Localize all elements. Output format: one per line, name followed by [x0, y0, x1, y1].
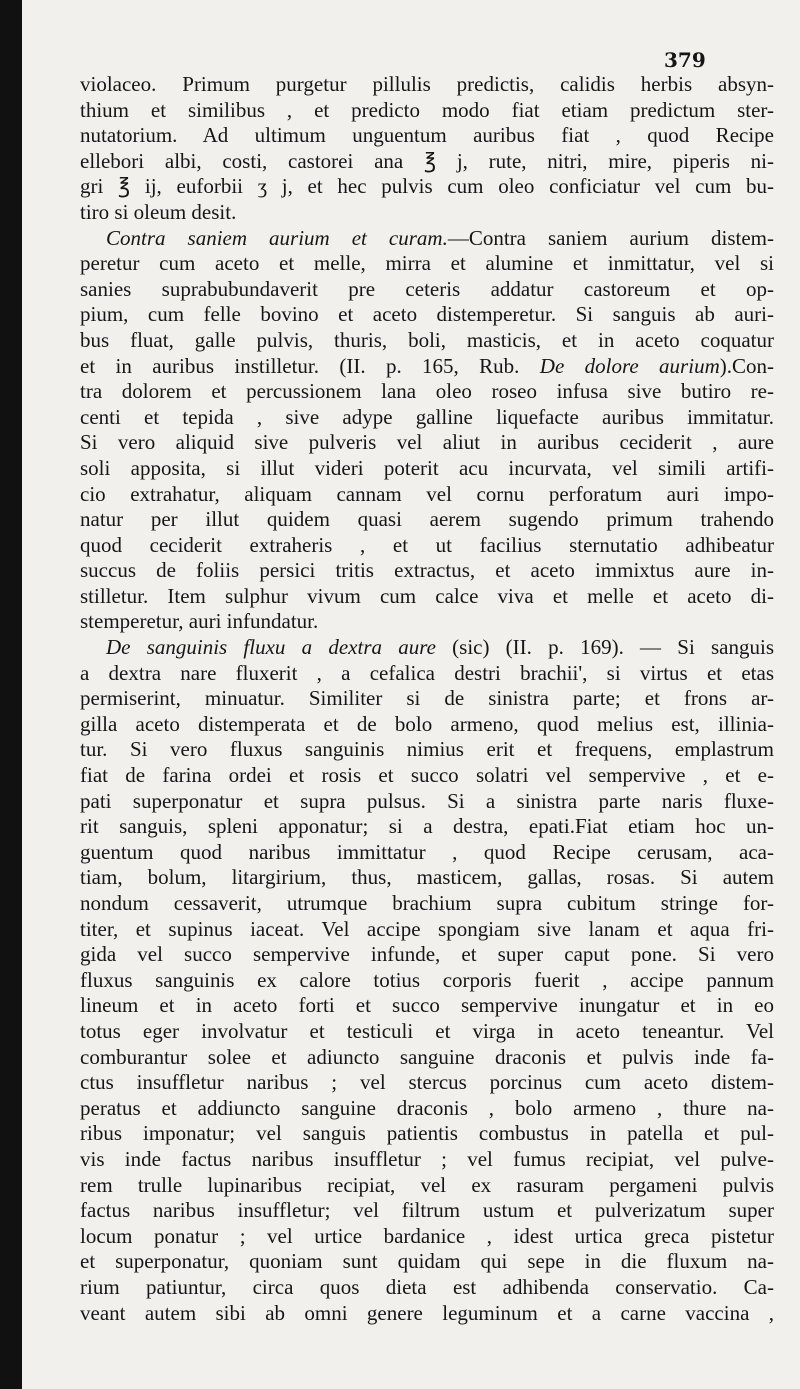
text-line: rem trulle lupinaribus recipiat, vel ex rasuram pergameni pulvis	[80, 1172, 774, 1197]
text-line: cio extrahatur, aliquam cannam vel cornu perforatum auri impo-	[80, 481, 774, 506]
text-line: tiro si oleum desit.	[80, 199, 237, 224]
text-line	[80, 354, 774, 380]
text-line: Si vero aliquid sive pulveris vel aliut in auribus ceciderit , aure	[80, 430, 774, 455]
text-line: fluxus sanguinis ex calore totius corporis fuerit , accipe pannum	[80, 967, 774, 992]
text-line: bus fluat, galle pulvis, thuris, boli, masticis, et in aceto coquatur	[80, 327, 774, 352]
text-line: violaceo. Primum purgetur pillulis predictis, calidis herbis absyn-	[80, 72, 774, 96]
text-line	[80, 635, 774, 661]
text-line: lineum et in aceto forti et succo sempervive inungatur et in eo	[80, 993, 774, 1018]
text-line: pium, cum felle bovino et aceto distemperetur. Si sanguis ab auri-	[80, 302, 774, 327]
text-line: tra dolorem et percussionem lana oleo roseo infusa sive butiro re-	[80, 379, 774, 404]
line-text: ).Con-	[719, 353, 774, 378]
text-line: peratus et addiuncto sanguine draconis , bolo armeno , thure na-	[80, 1095, 774, 1120]
text-line	[80, 226, 774, 252]
text-line: quod ceciderit extraheris , et ut facilius sternutatio adhibeatur	[80, 532, 774, 557]
text-line: vis inde factus naribus insuffletur ; vel fumus recipiat, vel pulve-	[80, 1146, 774, 1171]
text-line: tiam, bolum, litargirium, thus, masticem, gallas, rosas. Si autem	[80, 865, 774, 890]
text-line: ribus imponatur; vel sanguis patientis combustus in patella et pul-	[80, 1121, 774, 1146]
text-line: stemperetur, auri infundatur.	[80, 609, 319, 634]
italic-heading: De sanguinis fluxu a dextra aure	[106, 635, 436, 660]
page-number: 379	[664, 48, 706, 72]
text-line: comburantur solee et adiuncto sanguine draconis et pulvis inde fa-	[80, 1044, 774, 1069]
text-line: locum ponatur ; vel urtice bardanice , idest urtica greca pistetur	[80, 1223, 774, 1248]
text-line: peretur cum aceto et melle, mirra et alumine et inmittatur, vel si	[80, 251, 774, 276]
text-line: natur per illut quidem quasi aerem sugendo primum trahendo	[80, 507, 774, 532]
text-line: nutatorium. Ad ultimum unguentum auribus fiat , quod Recipe	[80, 123, 774, 148]
text-line: rit sanguis, spleni apponatur; si a destra, epati.Fiat etiam hoc un-	[80, 814, 774, 839]
text-line: a dextra nare fluxerit , a cefalica destri brachii', si virtus et etas	[80, 660, 774, 685]
text-line: rium patiuntur, circa quos dieta est adhibenda conservatio. Ca-	[80, 1274, 774, 1299]
book-page	[22, 0, 800, 1389]
text-line: permiserint, minuatur. Similiter si de sinistra parte; et frons ar-	[80, 686, 774, 711]
text-line: gilla aceto distemperata et de bolo armeno, quod melius est, illinia-	[80, 711, 774, 736]
line-text: et in auribus instilletur. (II. p. 165, Rub.	[80, 353, 540, 378]
text-line: centi et tepida , sive adype galline liquefacte auribus immitatur.	[80, 404, 774, 429]
italic-heading: De dolore aurium	[539, 353, 720, 378]
text-line: gida vel succo sempervive infunde, et super caput pone. Si vero	[80, 942, 774, 967]
text-line: gri ℥ ij, euforbii ʒ j, et hec pulvis cum oleo conficiatur vel cum bu-	[80, 174, 774, 199]
line-text: —Contra saniem aurium distem-	[447, 225, 774, 250]
text-line: et superponatur, quoniam sunt quidam qui sepe in die fluxum na-	[80, 1249, 774, 1274]
text-line: pati superponatur et supra pulsus. Si a sinistra parte naris fluxe-	[80, 788, 774, 813]
text-line: stilletur. Item sulphur vivum cum calce viva et melle et aceto di-	[80, 583, 774, 608]
text-line: succus de foliis persici tritis extractus, et aceto immixtus aure in-	[80, 558, 774, 583]
text-line: thium et similibus , et predicto modo fiat etiam predictum ster-	[80, 97, 774, 122]
text-line: totus eger involvatur et testiculi et virga in aceto teneantur. Vel	[80, 1018, 774, 1043]
text-line: factus naribus insuffletur; vel filtrum ustum et pulverizatum super	[80, 1198, 774, 1223]
text-line: fiat de farina ordei et rosis et succo solatri vel sempervive , et e-	[80, 763, 774, 788]
text-line: veant autem sibi ab omni genere leguminum et a carne vaccina ,	[80, 1300, 774, 1325]
text-line: sanies suprabubundaverit pre ceteris addatur castoreum et op-	[80, 276, 774, 301]
text-line: titer, et supinus iaceat. Vel accipe spongiam sive lanam et aqua fri-	[80, 916, 774, 941]
text-line: tur. Si vero fluxus sanguinis nimius erit et frequens, emplastrum	[80, 737, 774, 762]
text-line: guentum quod naribus immittatur , quod Recipe cerusam, aca-	[80, 839, 774, 864]
text-line: soli apposita, si illut videri poterit acu incurvata, vel simili artifi-	[80, 455, 774, 480]
text-line: nondum cessaverit, utrumque brachium supra cubitum stringe for-	[80, 891, 774, 915]
text-line: ellebori albi, costi, castorei ana ℥ j, rute, nitri, mire, piperis ni-	[80, 148, 774, 173]
text-line: ctus insuffletur naribus ; vel stercus porcinus cum aceto distem-	[80, 1070, 774, 1095]
italic-heading: Contra saniem aurium et curam.	[106, 225, 448, 250]
body-text	[80, 72, 774, 1326]
line-text: (sic) (II. p. 169). — Si sanguis	[435, 635, 774, 660]
